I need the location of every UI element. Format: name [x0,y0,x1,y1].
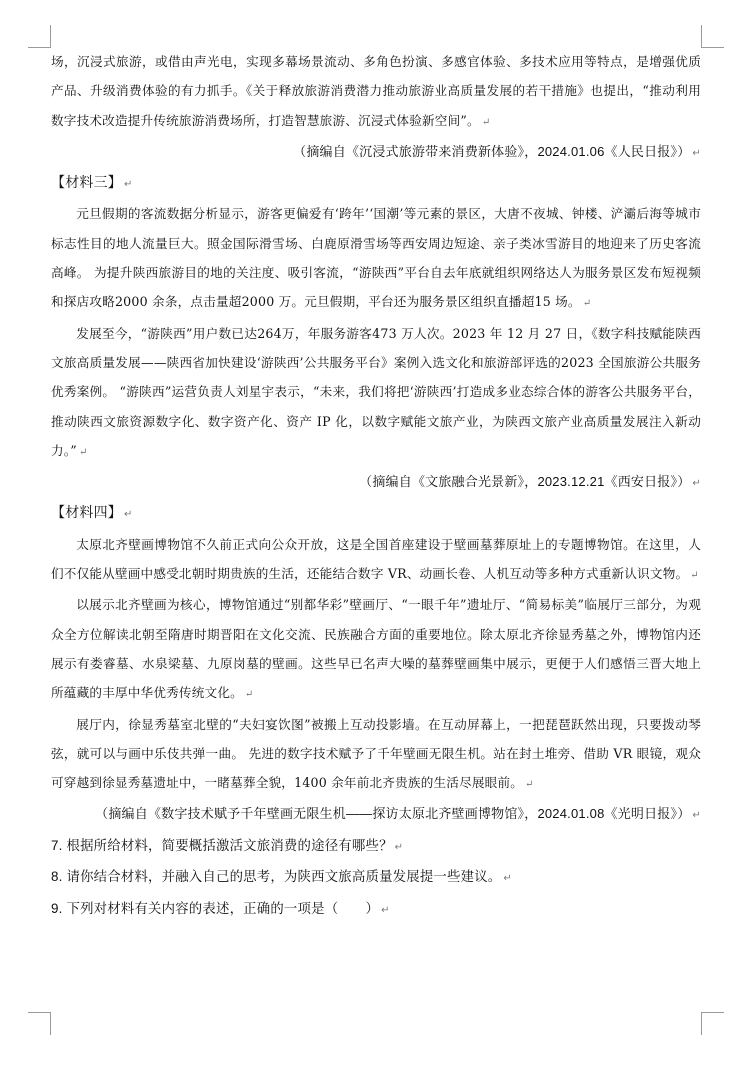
page-corner-mark-bottom-left [28,1012,51,1035]
page-corner-mark-top-left [28,25,51,48]
material-4-paragraph-2: 以展示北齐壁画为核心，博物馆通过“别都华彩”壁画厅、“一眼千年”遗址厅、“简易标美”临展厅三部分，为观众全方位解读北朝至隋唐时期晋阳在文化交流、民族融合方面的重要地位。除太原北齐徐显秀墓之外，博物馆内还展示有娄睿墓、水泉梁墓、九原岗墓的壁画。这些早已名声大噪的墓葬壁画集中展示，更便于人们感悟三晋大地上所蕴藏的丰厚中华优秀传统文化。 ↵ [51,597,701,701]
document-body [51,47,701,925]
page-corner-mark-bottom-right [701,1012,724,1035]
paragraph-mark: ↵ [503,873,512,885]
paragraph-mark: ↵ [124,509,133,521]
paragraph-mark: ↵ [692,147,701,159]
paragraph-mark: ↵ [690,570,699,582]
material-4-paragraph-1: 太原北齐壁画博物馆不久前正式向公众开放，这是全国首座建设于壁画墓葬原址上的专题博物馆。在这里，人们不仅能从壁画中感受北朝时期贵族的生活，还能结合数字 VR、动画长卷、人机互动等多种方式重新认识文物。 ↵ [51,536,701,582]
paragraph-mark: ↵ [692,810,701,822]
paragraph-mark: ↵ [692,478,701,490]
source-citation-1: （摘编自《沉浸式旅游带来消费新体验》，2024.01.06《人民日报》） ↵ [293,143,701,159]
material-3-paragraph-2: 发展至今，“游陕西”用户数已达264万，年服务游客473 万人次。2023 年 12 月 27 日，《数字科技赋能陕西文旅高质量发展——陕西省加快建设‘游陕西’公共服务平台》案例入选文化和旅游部评选的2023 全国旅游公共服务优秀案例。 “游陕西”运营负责人刘星宇表示，“未来，我们将把‘游陕西’打造成多业态综合体的游客公共服务平台，推动陕西文旅资源数字化、数字资产化、资产 IP 化，以数字赋能文旅产业，为陕西文旅产业高质量发展注入新动力。” ↵ [51,325,701,458]
paragraph-mark: ↵ [525,779,534,791]
paragraph-mark: ↵ [394,841,404,853]
material-3-heading: 【材料三】 ↵ [51,174,133,191]
paragraph-mark: ↵ [481,116,491,128]
question-8: 8. 请你结合材料，并融入自己的思考，为陕西文旅高质量发展提一些建议。 ↵ [51,869,512,885]
continued-paragraph: 场，沉浸式旅游，或借由声光电，实现多幕场景流动、多角色扮演、多感官体验、多技术应用等特点，是增强优质产品、升级消费体验的有力抓手。《关于释放旅游消费潜力推动旅游业高质量发展的若干措施》也提出，“推动利用数字技术改造提升传统旅游消费场所，打造智慧旅游、沉浸式体验新空间”。 ↵ [51,54,701,128]
source-citation-2: （摘编自《文旅融合光景新》，2023.12.21《西安日报》） ↵ [359,474,701,490]
question-9: 9. 下列对材料有关内容的表述，正确的一项是（ ） ↵ [51,900,390,916]
paragraph-mark: ↵ [124,179,133,191]
paragraph-mark: ↵ [582,298,592,310]
source-citation-3: （摘编自《数字技术赋予千年壁画无限生机——探访太原北齐壁画博物馆》，2024.01.08《光明日报》） ↵ [95,806,701,822]
material-3-paragraph-1: 元旦假期的客流数据分析显示，游客更偏爱有‘跨年’‘国潮’等元素的景区，大唐不夜城、钟楼、浐灞后海等城市标志性目的地人流量巨大。照金国际滑雪场、白鹿原滑雪场等西安周边短途、亲子类冰雪游目的地迎来了历史客流高峰。 为提升陕西旅游目的地的关注度、吸引客流，“游陕西”平台自去年底就组织网络达人为服务景区发布短视频和探店攻略2000 余条，点击量超2000 万。元旦假期，平台还为服务景区组织直播超15 场。 ↵ [51,206,701,310]
material-4-heading: 【材料四】 ↵ [51,504,133,521]
paragraph-mark: ↵ [78,446,88,458]
paragraph-mark: ↵ [381,904,390,916]
material-4-paragraph-3: 展厅内，徐显秀墓室北壁的“夫妇宴饮图”被搬上互动投影墙。在互动屏幕上，一把琵琶跃然出现，只要拨动琴弦，就可以与画中乐伎共弹一曲。 先进的数字技术赋予了千年壁画无限生机。站在封土堆旁、借助 VR 眼镜，观众可穿越到徐显秀墓遗址中，一睹墓葬全貌，1400 余年前北齐贵族的生活尽展眼前。 ↵ [51,716,701,791]
page-corner-mark-top-right [701,25,724,48]
question-7: 7. 根据所给材料，简要概括激活文旅消费的途径有哪些？ ↵ [51,837,404,853]
paragraph-mark: ↵ [244,689,254,701]
